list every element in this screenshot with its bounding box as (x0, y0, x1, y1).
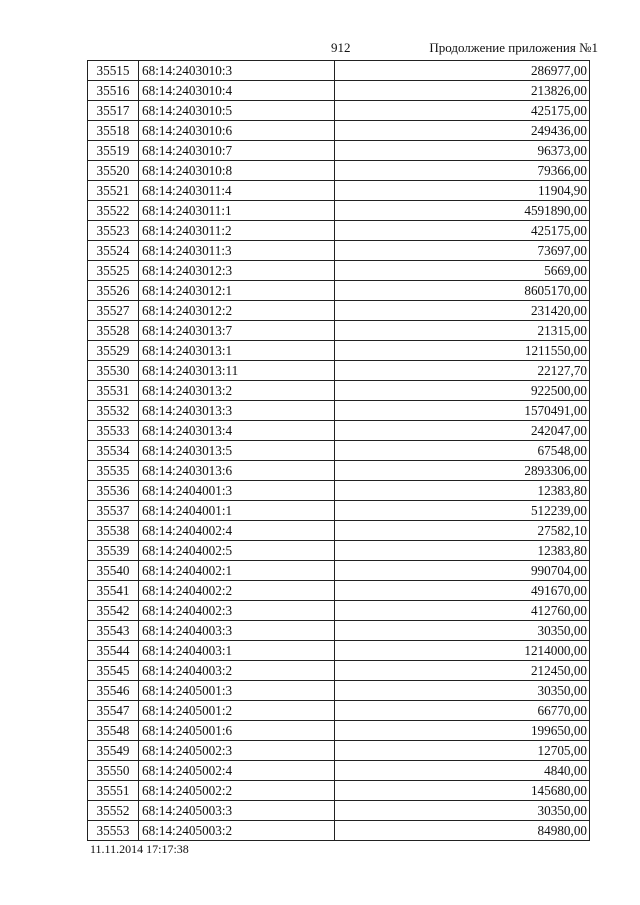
cadastral-value-cell: 512239,00 (335, 501, 590, 521)
cadastral-number-cell: 68:14:2405001:6 (139, 721, 335, 741)
cadastral-value-cell: 67548,00 (335, 441, 590, 461)
cadastral-value-cell: 922500,00 (335, 381, 590, 401)
cadastral-value-cell: 2893306,00 (335, 461, 590, 481)
cadastral-value-cell: 242047,00 (335, 421, 590, 441)
table-row (88, 401, 590, 421)
row-number-cell: 35546 (88, 681, 139, 701)
cadastral-value-cell: 412760,00 (335, 601, 590, 621)
cadastral-value-cell: 21315,00 (335, 321, 590, 341)
cadastral-number-cell: 68:14:2405001:2 (139, 701, 335, 721)
row-number-cell: 35519 (88, 141, 139, 161)
row-number-cell: 35548 (88, 721, 139, 741)
table-row (88, 781, 590, 801)
cadastral-number-cell: 68:14:2403012:2 (139, 301, 335, 321)
print-timestamp: 11.11.2014 17:17:38 (90, 842, 189, 856)
row-number-cell: 35552 (88, 801, 139, 821)
table-row (88, 421, 590, 441)
cadastral-number-cell: 68:14:2404002:3 (139, 601, 335, 621)
cadastral-value-cell: 425175,00 (335, 221, 590, 241)
row-number-cell: 35527 (88, 301, 139, 321)
cadastral-value-cell: 12705,00 (335, 741, 590, 761)
row-number-cell: 35544 (88, 641, 139, 661)
table-row (88, 561, 590, 581)
cadastral-value-cell: 11904,90 (335, 181, 590, 201)
cadastral-value-cell: 73697,00 (335, 241, 590, 261)
row-number-cell: 35543 (88, 621, 139, 641)
row-number-cell: 35549 (88, 741, 139, 761)
row-number-cell: 35522 (88, 201, 139, 221)
cadastral-number-cell: 68:14:2403013:7 (139, 321, 335, 341)
table-row (88, 101, 590, 121)
cadastral-number-cell: 68:14:2404002:1 (139, 561, 335, 581)
cadastral-value-cell: 1211550,00 (335, 341, 590, 361)
table-row (88, 601, 590, 621)
cadastral-value-cell: 30350,00 (335, 801, 590, 821)
row-number-cell: 35521 (88, 181, 139, 201)
cadastral-value-cell: 491670,00 (335, 581, 590, 601)
row-number-cell: 35537 (88, 501, 139, 521)
row-number-cell: 35538 (88, 521, 139, 541)
cadastral-value-cell: 199650,00 (335, 721, 590, 741)
row-number-cell: 35541 (88, 581, 139, 601)
table-row (88, 161, 590, 181)
cadastral-number-cell: 68:14:2403013:11 (139, 361, 335, 381)
row-number-cell: 35526 (88, 281, 139, 301)
table-row (88, 641, 590, 661)
cadastral-number-cell: 68:14:2405003:3 (139, 801, 335, 821)
cadastral-number-cell: 68:14:2403013:6 (139, 461, 335, 481)
row-number-cell: 35532 (88, 401, 139, 421)
page-number: 912 (331, 40, 351, 55)
cadastral-number-cell: 68:14:2403013:3 (139, 401, 335, 421)
cadastral-value-cell: 12383,80 (335, 541, 590, 561)
cadastral-value-cell: 425175,00 (335, 101, 590, 121)
cadastral-number-cell: 68:14:2403013:5 (139, 441, 335, 461)
cadastral-value-cell: 30350,00 (335, 681, 590, 701)
row-number-cell: 35535 (88, 461, 139, 481)
table-row (88, 801, 590, 821)
row-number-cell: 35536 (88, 481, 139, 501)
cadastral-value-cell: 286977,00 (335, 61, 590, 81)
row-number-cell: 35517 (88, 101, 139, 121)
row-number-cell: 35551 (88, 781, 139, 801)
table-row (88, 541, 590, 561)
cadastral-number-cell: 68:14:2403010:6 (139, 121, 335, 141)
cadastral-number-cell: 68:14:2403010:7 (139, 141, 335, 161)
table-row (88, 741, 590, 761)
cadastral-value-cell: 212450,00 (335, 661, 590, 681)
cadastral-number-cell: 68:14:2405001:3 (139, 681, 335, 701)
cadastral-number-cell: 68:14:2403013:1 (139, 341, 335, 361)
cadastral-value-cell: 990704,00 (335, 561, 590, 581)
cadastral-number-cell: 68:14:2403011:1 (139, 201, 335, 221)
cadastral-number-cell: 68:14:2405002:2 (139, 781, 335, 801)
table-row (88, 61, 590, 81)
cadastral-number-cell: 68:14:2403011:4 (139, 181, 335, 201)
table-row (88, 81, 590, 101)
row-number-cell: 35528 (88, 321, 139, 341)
cadastral-number-cell: 68:14:2405002:3 (139, 741, 335, 761)
cadastral-value-cell: 30350,00 (335, 621, 590, 641)
row-number-cell: 35520 (88, 161, 139, 181)
cadastral-value-cell: 5669,00 (335, 261, 590, 281)
row-number-cell: 35523 (88, 221, 139, 241)
table-row (88, 381, 590, 401)
row-number-cell: 35545 (88, 661, 139, 681)
row-number-cell: 35540 (88, 561, 139, 581)
table-row (88, 701, 590, 721)
table-row (88, 681, 590, 701)
cadastral-number-cell: 68:14:2403012:1 (139, 281, 335, 301)
row-number-cell: 35518 (88, 121, 139, 141)
row-number-cell: 35530 (88, 361, 139, 381)
cadastral-value-cell: 145680,00 (335, 781, 590, 801)
row-number-cell: 35529 (88, 341, 139, 361)
table-row (88, 241, 590, 261)
cadastral-number-cell: 68:14:2403013:4 (139, 421, 335, 441)
cadastral-number-cell: 68:14:2404002:2 (139, 581, 335, 601)
table-row (88, 281, 590, 301)
table-row (88, 521, 590, 541)
cadastral-number-cell: 68:14:2403012:3 (139, 261, 335, 281)
table-row (88, 621, 590, 641)
cadastral-number-cell: 68:14:2405003:2 (139, 821, 335, 841)
cadastral-number-cell: 68:14:2403010:5 (139, 101, 335, 121)
cadastral-value-cell: 1570491,00 (335, 401, 590, 421)
cadastral-number-cell: 68:14:2404002:5 (139, 541, 335, 561)
cadastral-value-cell: 12383,80 (335, 481, 590, 501)
row-number-cell: 35516 (88, 81, 139, 101)
row-number-cell: 35525 (88, 261, 139, 281)
row-number-cell: 35515 (88, 61, 139, 81)
cadastral-value-cell: 1214000,00 (335, 641, 590, 661)
cadastral-number-cell: 68:14:2404003:2 (139, 661, 335, 681)
cadastral-number-cell: 68:14:2404002:4 (139, 521, 335, 541)
row-number-cell: 35539 (88, 541, 139, 561)
row-number-cell: 35531 (88, 381, 139, 401)
table-row (88, 201, 590, 221)
row-number-cell: 35553 (88, 821, 139, 841)
cadastral-number-cell: 68:14:2404003:1 (139, 641, 335, 661)
cadastral-number-cell: 68:14:2403010:4 (139, 81, 335, 101)
cadastral-value-cell: 84980,00 (335, 821, 590, 841)
table-row (88, 121, 590, 141)
cadastral-value-cell: 4591890,00 (335, 201, 590, 221)
cadastral-number-cell: 68:14:2404001:3 (139, 481, 335, 501)
cadastral-number-cell: 68:14:2405002:4 (139, 761, 335, 781)
cadastral-value-cell: 249436,00 (335, 121, 590, 141)
table-row (88, 361, 590, 381)
cadastral-value-cell: 79366,00 (335, 161, 590, 181)
cadastral-value-cell: 4840,00 (335, 761, 590, 781)
table-row (88, 721, 590, 741)
cadastral-number-cell: 68:14:2403010:3 (139, 61, 335, 81)
table-row (88, 221, 590, 241)
cadastral-number-cell: 68:14:2403011:3 (139, 241, 335, 261)
row-number-cell: 35533 (88, 421, 139, 441)
cadastral-value-table (87, 60, 590, 841)
cadastral-value-cell: 66770,00 (335, 701, 590, 721)
table-row (88, 481, 590, 501)
row-number-cell: 35550 (88, 761, 139, 781)
row-number-cell: 35524 (88, 241, 139, 261)
cadastral-number-cell: 68:14:2403013:2 (139, 381, 335, 401)
table-row (88, 461, 590, 481)
table-row (88, 821, 590, 841)
continuation-title: Продолжение приложения №1 (429, 40, 598, 55)
cadastral-value-cell: 27582,10 (335, 521, 590, 541)
table-row (88, 141, 590, 161)
row-number-cell: 35542 (88, 601, 139, 621)
table-row (88, 501, 590, 521)
table-row (88, 581, 590, 601)
cadastral-value-cell: 22127,70 (335, 361, 590, 381)
cadastral-value-cell: 8605170,00 (335, 281, 590, 301)
row-number-cell: 35547 (88, 701, 139, 721)
table-row (88, 661, 590, 681)
table-row (88, 761, 590, 781)
cadastral-value-cell: 213826,00 (335, 81, 590, 101)
table-row (88, 301, 590, 321)
cadastral-number-cell: 68:14:2403010:8 (139, 161, 335, 181)
cadastral-number-cell: 68:14:2404003:3 (139, 621, 335, 641)
table-row (88, 261, 590, 281)
table-row (88, 321, 590, 341)
table-body (88, 61, 590, 841)
cadastral-value-cell: 231420,00 (335, 301, 590, 321)
table-row (88, 181, 590, 201)
row-number-cell: 35534 (88, 441, 139, 461)
cadastral-number-cell: 68:14:2403011:2 (139, 221, 335, 241)
table-row (88, 341, 590, 361)
cadastral-number-cell: 68:14:2404001:1 (139, 501, 335, 521)
cadastral-value-cell: 96373,00 (335, 141, 590, 161)
table-row (88, 441, 590, 461)
